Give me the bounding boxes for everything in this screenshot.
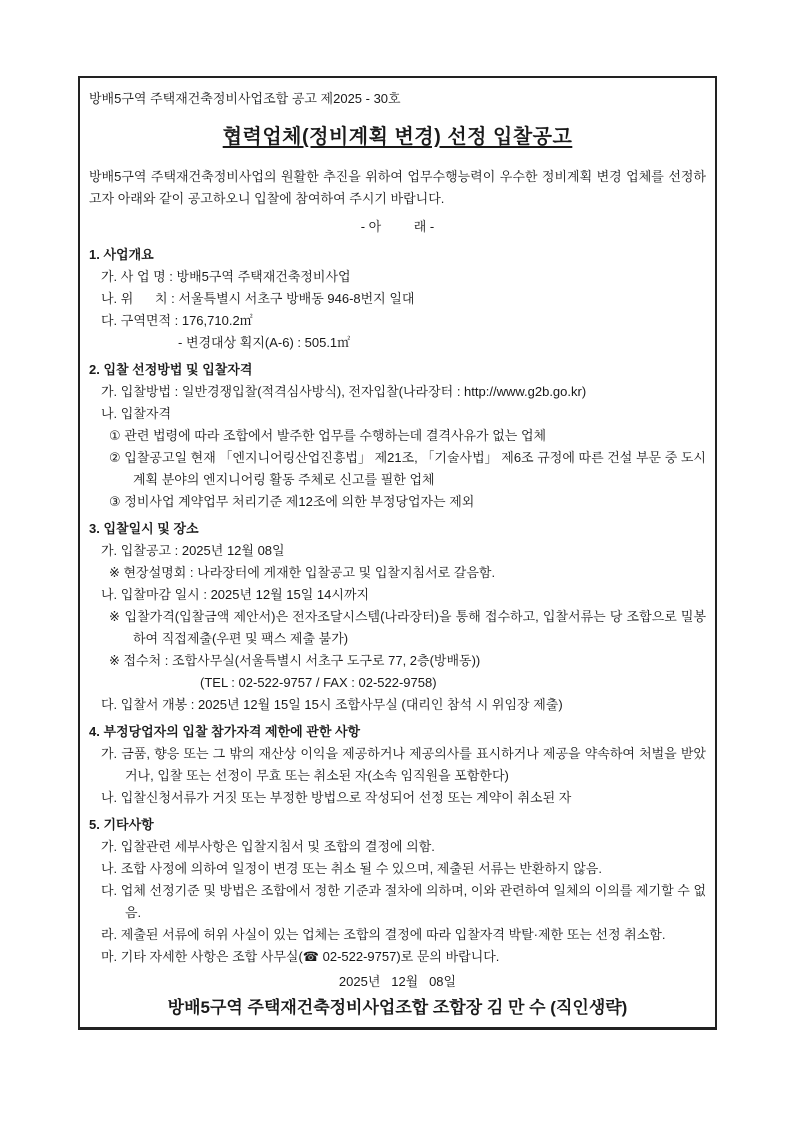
doc-line: ※ 입찰가격(입찰금액 제안서)은 전자조달시스템(나라장터)을 통해 접수하고, 입찰서류는 당 조합으로 밀봉하여 직접제출(우편 및 팩스 제출 불가): [109, 609, 706, 646]
doc-line: 가. 입찰공고 : 2025년 12월 08일: [101, 543, 285, 558]
intro-paragraph: 방배5구역 주택재건축정비사업의 원활한 추진을 위하여 업무수행능력이 우수한 정비계획 변경 업체를 선정하고자 아래와 같이 공고하오니 입찰에 참여하여 주시기 바랍니다.: [89, 169, 706, 206]
doc-line: 나. 위 치 : 서울특별시 서초구 방배동 946-8번지 일대: [101, 291, 415, 306]
doc-line: 나. 입찰신청서류가 거짓 또는 부정한 방법으로 작성되어 선정 또는 계약이 취소된 자: [101, 790, 572, 805]
doc-line: 나. 조합 사정에 의하여 일정이 변경 또는 취소 될 수 있으며, 제출된 서류는 반환하지 않음.: [101, 861, 602, 876]
doc-line: ※ 접수처 : 조합사무실(서울특별시 서초구 도구로 77, 2층(방배동)): [109, 653, 481, 668]
doc-line: 다. 입찰서 개봉 : 2025년 12월 15일 15시 조합사무실 (대리인 참석 시 위임장 제출): [101, 697, 563, 712]
doc-line: ③ 정비사업 계약업무 처리기준 제12조에 의한 부정당업자는 제외: [109, 494, 475, 509]
a-rae-divider: - 아 래 -: [360, 219, 435, 234]
doc-line: 라. 제출된 서류에 허위 사실이 있는 업체는 조합의 결정에 따라 입찰자격 박탈·제한 또는 선정 취소함.: [101, 927, 666, 942]
document-border-frame: [78, 76, 717, 1030]
doc-line: 나. 입찰자격: [101, 406, 172, 421]
doc-line: 마. 기타 자세한 사항은 조합 사무실(☎ 02-522-9757)로 문의 바랍니다.: [101, 949, 500, 964]
signature-line: 방배5구역 주택재건축정비사업조합 조합장 김 만 수 (직인생략): [167, 998, 628, 1017]
document-title: 협력업체(정비계획 변경) 선정 입찰공고: [222, 126, 573, 148]
section-heading: 5. 기타사항: [89, 817, 154, 832]
section-heading: 4. 부정당업자의 입찰 참가자격 제한에 관한 사항: [89, 724, 361, 739]
doc-line: ② 입찰공고일 현재 「엔지니어링산업진흥법」 제21조, 「기술사법」 제6조 규정에 따른 건설 부문 중 도시계획 분야의 엔지니어링 활동 주체로 신고를 필한 업체: [109, 450, 706, 487]
doc-line: 가. 금품, 향응 또는 그 밖의 재산상 이익을 제공하거나 제공의사를 표시하거나 제공을 약속하여 처벌을 받았거나, 입찰 또는 선정이 무효 또는 취소된 자(소속 임직원을 포함한다): [101, 746, 706, 783]
doc-line: 가. 입찰방법 : 일반경쟁입찰(적격심사방식), 전자입찰(나라장터 : http://www.g2b.go.kr): [101, 384, 587, 399]
sections-container: [89, 244, 706, 968]
section-heading: 2. 입찰 선정방법 및 입찰자격: [89, 362, 253, 377]
notice-number: 방배5구역 주택재건축정비사업조합 공고 제2025 - 30호: [89, 91, 401, 106]
doc-line: 다. 구역면적 : 176,710.2㎡: [101, 313, 253, 328]
doc-line: - 변경대상 획지(A-6) : 505.1㎡: [178, 335, 351, 350]
doc-line: 다. 업체 선정기준 및 방법은 조합에서 정한 기준과 절차에 의하며, 이와 관련하여 일체의 이의를 제기할 수 없음.: [101, 883, 707, 920]
doc-line: 가. 사 업 명 : 방배5구역 주택재건축정비사업: [101, 269, 351, 284]
doc-line: (TEL : 02-522-9757 / FAX : 02-522-9758): [200, 675, 437, 690]
doc-line: 가. 입찰관련 세부사항은 입찰지침서 및 조합의 결정에 의함.: [101, 839, 435, 854]
doc-line: ① 관련 법령에 따라 조합에서 발주한 업무를 수행하는데 결격사유가 없는 업체: [109, 428, 547, 443]
doc-line: 나. 입찰마감 일시 : 2025년 12월 15일 14시까지: [101, 587, 370, 602]
section-heading: 3. 입찰일시 및 장소: [89, 521, 199, 536]
doc-line: ※ 현장설명회 : 나라장터에 게재한 입찰공고 및 입찰지침서로 갈음함.: [109, 565, 496, 580]
section-heading: 1. 사업개요: [89, 247, 154, 262]
issue-date: 2025년 12월 08일: [338, 974, 457, 989]
